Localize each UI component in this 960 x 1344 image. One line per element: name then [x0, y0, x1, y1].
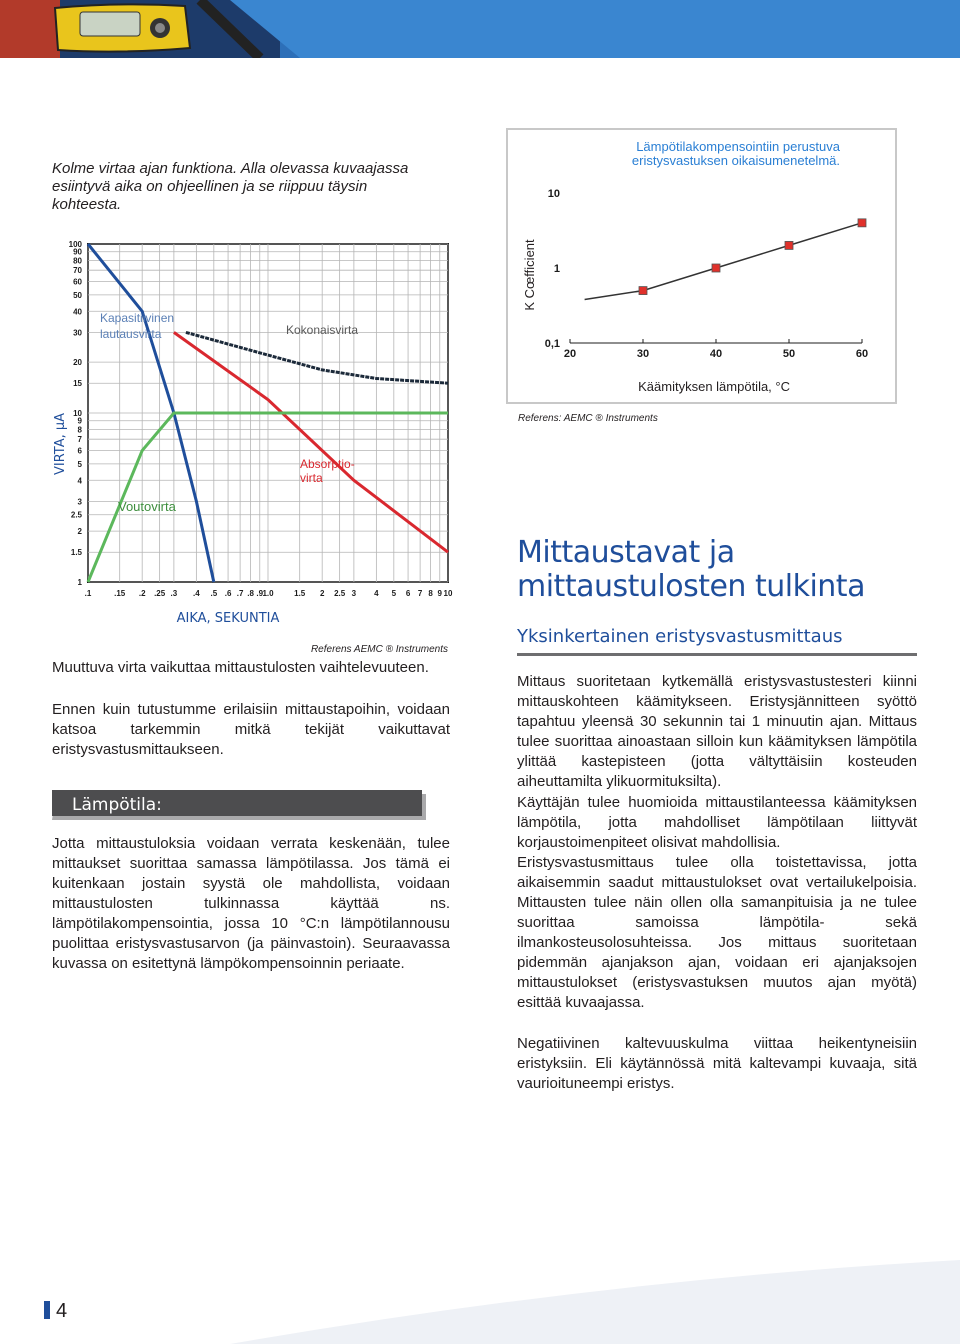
x-tick-label: .5 — [210, 589, 218, 598]
y-tick-label: 5 — [77, 459, 82, 469]
x-tick-label: 4 — [374, 589, 379, 598]
y-tick-label: 50 — [73, 290, 82, 300]
y-tick-label: 1.5 — [70, 548, 82, 558]
x-tick-label: 10 — [443, 589, 453, 598]
page-number-marker — [44, 1301, 50, 1319]
x-tick-label: .2 — [138, 589, 146, 598]
kcoef-x-tick: 50 — [782, 348, 796, 360]
y-tick-label: 2.5 — [70, 510, 82, 520]
caption-line-2: esiintyvä aika on ohjeellinen ja se riippuu täysin kohteesta. — [52, 178, 368, 213]
kcoef-data-point — [785, 241, 793, 249]
kcoef-chart-title — [520, 140, 840, 168]
right-paragraph-4: Negatiivinen kaltevuuskulma viittaa heikentyneisiin eristyksiin. Eli käytännössä mitä kaltevampi kuvaaja, sitä vaurioituneempi eristys. — [517, 1035, 917, 1092]
header-banner-image — [0, 0, 960, 58]
kcoef-y-tick: 10 — [547, 188, 560, 200]
kcoef-reference: Referens: AEMC ® Instruments — [518, 413, 658, 424]
figure-caption — [52, 160, 412, 214]
right-paragraph-2: Käyttäjän tulee huomioida mittaustilanteessa käämityksen lämpötila, jotta mahdolliset lämpötilaan liittyvät korjaustoimenpiteet olisivat mahdollisia. — [517, 794, 917, 851]
x-tick-label: 5 — [391, 589, 397, 598]
x-tick-label: .4 — [193, 589, 200, 598]
kcoef-data-point — [712, 264, 720, 272]
y-tick-label: 3 — [77, 497, 82, 507]
subheading: Yksinkertainen eristysvastusmittaus — [517, 626, 917, 656]
x-tick-label: .1 — [84, 589, 92, 598]
y-tick-label: 15 — [73, 379, 82, 389]
x-tick-label: .3 — [170, 589, 178, 598]
right-paragraph-3: Eristysvastusmittaus tulee olla toistettavissa, jotta aikaisemmin saadut mittaustulokset ovat vertailukelpoisia. Mittausten tulee näin ollen olla samanpituisia ja ne tulee suorittaa samoissa lämpötila- sekä ilmankosteusolosuhteissa. Jos mittaus suoritetaan pidemmän ajanjakson ajan, voidaan eri ajanjaksojen mittaustulokset (eristysvastuksen muutos ajan myötä) esittää kuvaajassa. — [517, 854, 917, 1011]
y-tick-label: 7 — [77, 435, 82, 445]
page-number-value: 4 — [56, 1300, 68, 1322]
kcoef-title-line-1: Lämpötilakompensointiin perustuva — [636, 139, 840, 154]
y-tick-label: 2 — [77, 527, 82, 537]
x-tick-label: 2.5 — [334, 589, 346, 598]
x-tick-label: .7 — [236, 589, 244, 598]
y-tick-label: 100 — [68, 240, 82, 249]
left-paragraph-3: Jotta mittaustuloksia voidaan verrata keskenään, tulee mittaukset suorittaa samassa lämpötilassa. Jos tämä ei kuitenkaan jostain syystä ole mahdollista, voidaan mittaustulosten tulkinnassa käyttää ns. lämpötilakompensointia, jossa 10 °C:n lämpötilannousu puolittaa eristysvastusarvon (ja päinvastoin). Seuraavassa kuvassa on esitettynä lämpökompensoinnin periaate. — [52, 835, 450, 972]
kcoef-x-tick: 20 — [563, 348, 577, 360]
x-tick-label: 1.0 — [262, 589, 274, 598]
label-absorption: Absorptio- — [300, 457, 355, 471]
y-tick-label: 1 — [77, 578, 82, 587]
y-tick-label: 8 — [77, 425, 82, 435]
label-capacitive-2: lautausvirta — [100, 327, 162, 341]
x-tick-label: 2 — [319, 589, 325, 598]
current-time-chart — [40, 230, 460, 670]
section-label-lampotila: Lämpötila: — [72, 795, 162, 815]
kcoef-x-tick: 60 — [855, 348, 869, 360]
kcoef-x-tick: 40 — [709, 348, 723, 360]
kcoef-y-axis-label: K Cœfficient — [522, 239, 537, 311]
chart-reference: Referens AEMC ® Instruments — [310, 644, 448, 655]
y-tick-label: 30 — [73, 328, 82, 338]
y-tick-label: 20 — [73, 358, 82, 368]
x-axis-label: AIKA, SEKUNTIA — [176, 611, 280, 626]
kcoef-x-axis-label: Käämityksen lämpötila, °C — [638, 379, 790, 394]
section-heading-line-1: Mittaustavat ja — [517, 535, 735, 570]
section-heading — [517, 536, 937, 604]
y-tick-label: 9 — [77, 416, 82, 426]
right-paragraph-1: Mittaus suoritetaan kytkemällä eristysvastustesteri kiinni mittauskohteen käämitykseen. Eristysjännitteen syöttö tapahtuu yleensä 30 sekunnin tai 1 minuutin ajan. Mittaus tulee suorittaa ainoastaan silloin kun käämityksen lämpötila ylittää kastepisteen (jotta vältyttäisiin kosteuden aiheuttamilta ylikuormituksilta). — [517, 673, 917, 790]
x-tick-label: 3 — [351, 589, 357, 598]
x-tick-label: 8 — [428, 589, 433, 598]
x-tick-label: 7 — [417, 589, 423, 598]
kcoef-chart — [508, 175, 894, 403]
y-tick-label: 4 — [77, 476, 82, 486]
footer-decoration — [0, 1240, 960, 1344]
kcoef-x-tick: 30 — [636, 348, 650, 360]
y-tick-label: 80 — [73, 256, 82, 266]
y-axis-label: VIRTA, µA — [53, 412, 68, 476]
y-tick-label: 10 — [73, 409, 82, 418]
kcoef-title-line-2: eristysvastuksen oikaisumenetelmä. — [631, 153, 840, 168]
kcoef-data-point — [858, 219, 866, 227]
caption-line-1: Kolme virtaa ajan funktiona. Alla olevassa kuvaajassa — [52, 160, 409, 177]
label-capacitive: Kapasitiivinen — [100, 311, 175, 325]
y-tick-label: 70 — [73, 266, 82, 276]
x-tick-label: 6 — [405, 589, 411, 598]
x-tick-label: 9 — [437, 589, 442, 598]
y-tick-label: 60 — [73, 277, 82, 287]
kcoef-series-line — [585, 223, 862, 300]
y-tick-label: 6 — [77, 446, 82, 456]
section-heading-line-2: mittaustulosten tulkinta — [517, 569, 865, 604]
x-tick-label: .25 — [154, 589, 166, 598]
x-tick-label: .15 — [114, 589, 126, 598]
y-tick-label: 40 — [73, 307, 82, 317]
kcoef-data-point — [639, 287, 647, 295]
kcoef-y-tick: 1 — [553, 263, 560, 275]
x-tick-label: .6 — [224, 589, 232, 598]
label-total: Kokonaisvirta — [286, 323, 359, 337]
y-tick-label: 90 — [73, 247, 82, 257]
label-leakage: Voutovirta — [118, 499, 176, 514]
x-tick-label: .9 — [256, 589, 264, 598]
left-paragraph-1: Muuttuva virta vaikuttaa mittaustulosten vaihtelevuuteen. — [52, 659, 429, 676]
page-number — [44, 1300, 67, 1323]
left-paragraph-2: Ennen kuin tutustumme erilaisiin mittaustapoihin, voidaan katsoa tarkemmin mitkä tekijät vaikuttavat eristysvastusmittaukseen. — [52, 701, 450, 758]
x-tick-label: 1.5 — [294, 589, 306, 598]
kcoef-y-tick: 0,1 — [544, 338, 560, 350]
x-tick-label: .8 — [247, 589, 254, 598]
label-absorption-2: virta — [300, 471, 323, 485]
